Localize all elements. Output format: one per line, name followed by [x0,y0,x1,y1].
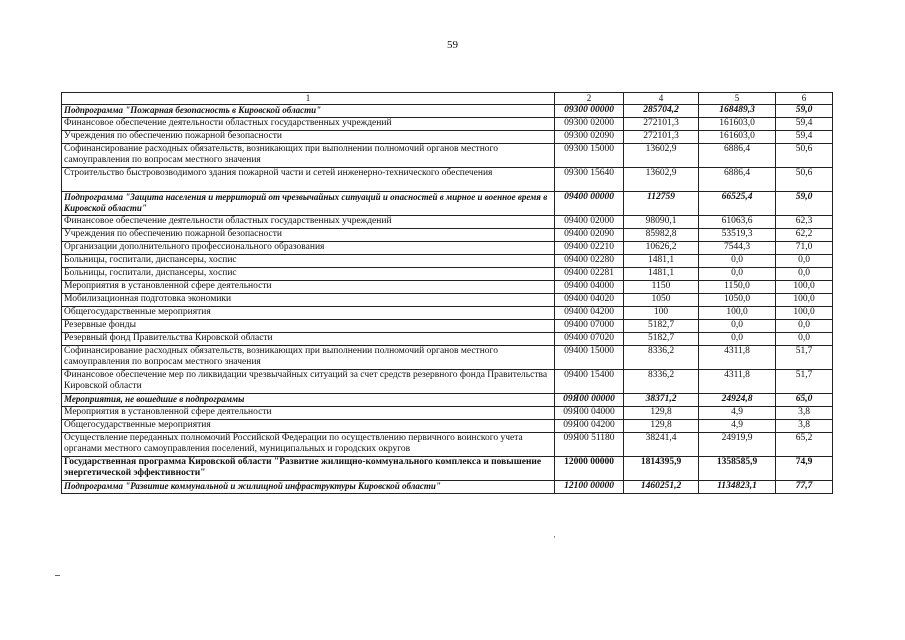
budget-table [61,92,833,494]
column-header-fact: 5 [699,93,776,105]
row-fact-cell: 4311,8 [699,370,776,394]
row-fact-cell: 66525,4 [699,192,776,216]
row-name-cell: Финансовое обеспечение мер по ликвидации чрезвычайных ситуаций за счет средств резервного фонда Правительства Кировской области [62,370,555,394]
column-header-code: 2 [555,93,624,105]
row-code-cell: 09400 02090 [555,229,624,242]
row-plan-cell: 5182,7 [624,333,699,346]
row-name-cell: Организации дополнительного профессионального образования [62,242,555,255]
table-row [62,144,833,168]
row-fact-cell: 7544,3 [699,242,776,255]
row-name-cell: Строительство быстровозводимого здания пожарной части и сетей инженерно-технического обеспечения [62,168,555,192]
row-percent-cell: 62,2 [776,229,833,242]
row-plan-cell: 100 [624,307,699,320]
stray-mark: · [553,532,556,542]
row-percent-cell: 51,7 [776,346,833,370]
table-row [62,255,833,268]
row-plan-cell: 1460251,2 [624,481,699,494]
row-code-cell: 12100 00000 [555,481,624,494]
row-plan-cell: 1481,1 [624,268,699,281]
row-plan-cell: 85982,8 [624,229,699,242]
row-percent-cell: 59,4 [776,131,833,144]
row-name-cell: Осуществление переданных полномочий Российской Федерации по осуществлению первичного воинского учета органами местного самоуправления поселений, муниципальных и городских округов [62,433,555,457]
row-plan-cell: 38371,2 [624,394,699,407]
row-percent-cell: 74,9 [776,457,833,481]
row-fact-cell: 1134823,1 [699,481,776,494]
row-fact-cell: 4311,8 [699,346,776,370]
row-fact-cell: 0,0 [699,268,776,281]
row-name-cell: Учреждения по обеспечению пожарной безопасности [62,229,555,242]
row-fact-cell: 0,0 [699,255,776,268]
table-header-row [62,93,833,105]
row-fact-cell: 24924,8 [699,394,776,407]
row-plan-cell: 13602,9 [624,144,699,168]
row-code-cell: 09400 15400 [555,370,624,394]
row-code-cell: 09400 04000 [555,281,624,294]
row-fact-cell: 168489,3 [699,105,776,118]
table-row [62,370,833,394]
row-plan-cell: 10626,2 [624,242,699,255]
table-row [62,229,833,242]
row-code-cell: 09Я00 04200 [555,420,624,433]
row-percent-cell: 62,3 [776,216,833,229]
page-number: 59 [447,39,458,51]
row-fact-cell: 1150,0 [699,281,776,294]
row-name-cell: Финансовое обеспечение деятельности областных государственных учреждений [62,216,555,229]
row-code-cell: 09300 15640 [555,168,624,192]
table-row [62,242,833,255]
row-percent-cell: 50,6 [776,144,833,168]
row-percent-cell: 0,0 [776,333,833,346]
row-code-cell: 09400 00000 [555,192,624,216]
row-code-cell: 09400 15000 [555,346,624,370]
table-row [62,457,833,481]
row-percent-cell: 0,0 [776,320,833,333]
row-code-cell: 09400 07020 [555,333,624,346]
row-name-cell: Резервный фонд Правительства Кировской области [62,333,555,346]
row-code-cell: 09400 04020 [555,294,624,307]
row-fact-cell: 6886,4 [699,144,776,168]
row-name-cell: Больницы, госпитали, диспансеры, хоспис [62,255,555,268]
column-header-percent: 6 [776,93,833,105]
row-plan-cell: 129,8 [624,407,699,420]
row-percent-cell: 77,7 [776,481,833,494]
row-name-cell: Мероприятия в установленной сфере деятельности [62,407,555,420]
row-fact-cell: 53519,3 [699,229,776,242]
table-row [62,268,833,281]
row-fact-cell: 0,0 [699,320,776,333]
table-row [62,481,833,494]
row-percent-cell: 0,0 [776,255,833,268]
row-name-cell: Финансовое обеспечение деятельности областных государственных учреждений [62,118,555,131]
row-name-cell: Общегосударственные мероприятия [62,420,555,433]
row-fact-cell: 1358585,9 [699,457,776,481]
row-name-cell: Софинансирование расходных обязательств, возникающих при выполнении полномочий органов местного самоуправления по вопросам местного значения [62,346,555,370]
row-percent-cell: 59,4 [776,118,833,131]
row-fact-cell: 24919,9 [699,433,776,457]
table-row [62,216,833,229]
row-code-cell: 09400 02280 [555,255,624,268]
table-row [62,168,833,192]
row-percent-cell: 59,0 [776,105,833,118]
row-plan-cell: 272101,3 [624,118,699,131]
row-plan-cell: 8336,2 [624,346,699,370]
row-code-cell: 09400 02281 [555,268,624,281]
row-code-cell: 09300 02000 [555,118,624,131]
table-row [62,320,833,333]
row-fact-cell: 161603,0 [699,118,776,131]
table-row [62,394,833,407]
row-name-cell: Мероприятия в установленной сфере деятельности [62,281,555,294]
row-fact-cell: 100,0 [699,307,776,320]
row-plan-cell: 112759 [624,192,699,216]
row-percent-cell: 100,0 [776,294,833,307]
row-plan-cell: 1050 [624,294,699,307]
table-row [62,407,833,420]
row-plan-cell: 8336,2 [624,370,699,394]
table-row [62,420,833,433]
row-name-cell: Больницы, госпитали, диспансеры, хоспис [62,268,555,281]
table-row [62,118,833,131]
row-percent-cell: 59,0 [776,192,833,216]
row-percent-cell: 71,0 [776,242,833,255]
row-code-cell: 09Я00 51180 [555,433,624,457]
row-percent-cell: 100,0 [776,281,833,294]
row-name-cell: Софинансирование расходных обязательств, возникающих при выполнении полномочий органов местного самоуправления по вопросам местного значения [62,144,555,168]
row-percent-cell: 3,8 [776,407,833,420]
row-plan-cell: 129,8 [624,420,699,433]
row-code-cell: 09Я00 00000 [555,394,624,407]
row-code-cell: 09300 02090 [555,131,624,144]
table-row [62,307,833,320]
row-name-cell: Подпрограмма "Защита населения и территорий от чрезвычайных ситуаций и опасностей в мирное и военное время в Кировской области" [62,192,555,216]
row-plan-cell: 13602,9 [624,168,699,192]
row-name-cell: Учреждения по обеспечению пожарной безопасности [62,131,555,144]
row-name-cell: Подпрограмма "Развитие коммунальной и жилищной инфраструктуры Кировской области" [62,481,555,494]
row-fact-cell: 1050,0 [699,294,776,307]
row-code-cell: 09400 07000 [555,320,624,333]
row-plan-cell: 38241,4 [624,433,699,457]
row-percent-cell: 65,2 [776,433,833,457]
row-plan-cell: 285704,2 [624,105,699,118]
row-code-cell: 09Я00 04000 [555,407,624,420]
row-plan-cell: 1150 [624,281,699,294]
column-header-plan: 4 [624,93,699,105]
margin-mark [55,575,60,576]
row-name-cell: Подпрограмма "Пожарная безопасность в Кировской области" [62,105,555,118]
row-name-cell: Резервные фонды [62,320,555,333]
row-plan-cell: 1814395,9 [624,457,699,481]
row-plan-cell: 272101,3 [624,131,699,144]
row-code-cell: 09300 15000 [555,144,624,168]
row-code-cell: 09400 02000 [555,216,624,229]
table-row [62,294,833,307]
row-name-cell: Государственная программа Кировской области "Развитие жилищно-коммунального комплекса и повышение энергетической эффективности" [62,457,555,481]
table-row [62,131,833,144]
row-plan-cell: 1481,1 [624,255,699,268]
row-name-cell: Общегосударственные мероприятия [62,307,555,320]
row-code-cell: 12000 00000 [555,457,624,481]
row-code-cell: 09400 02210 [555,242,624,255]
row-percent-cell: 51,7 [776,370,833,394]
row-percent-cell: 100,0 [776,307,833,320]
row-plan-cell: 5182,7 [624,320,699,333]
row-fact-cell: 0,0 [699,333,776,346]
row-code-cell: 09300 00000 [555,105,624,118]
row-code-cell: 09400 04200 [555,307,624,320]
row-fact-cell: 4,9 [699,407,776,420]
row-name-cell: Мобилизационная подготовка экономики [62,294,555,307]
table-row [62,192,833,216]
row-percent-cell: 50,6 [776,168,833,192]
table-row [62,433,833,457]
row-percent-cell: 3,8 [776,420,833,433]
row-percent-cell: 65,0 [776,394,833,407]
row-percent-cell: 0,0 [776,268,833,281]
row-fact-cell: 4,9 [699,420,776,433]
row-fact-cell: 61063,6 [699,216,776,229]
row-name-cell: Мероприятия, не вошедшие в подпрограммы [62,394,555,407]
row-plan-cell: 98090,1 [624,216,699,229]
column-header-name: 1 [62,93,555,105]
table-body [62,105,833,494]
table-row [62,105,833,118]
table-row [62,346,833,370]
table-row [62,281,833,294]
row-fact-cell: 6886,4 [699,168,776,192]
table-row [62,333,833,346]
row-fact-cell: 161603,0 [699,131,776,144]
